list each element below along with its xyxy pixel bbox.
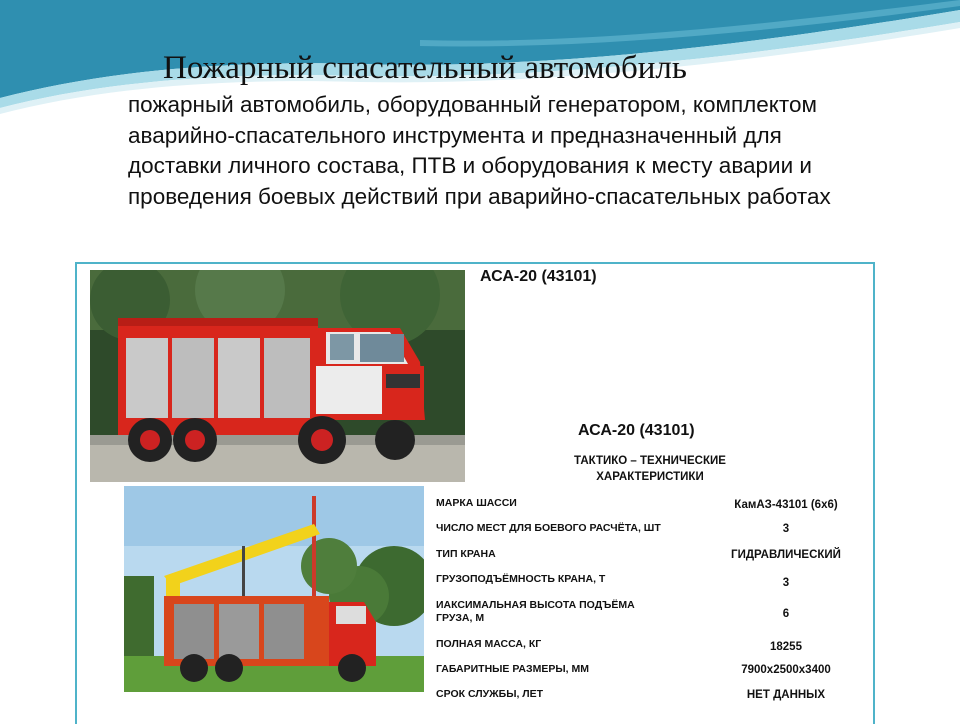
- spec-label: ГАБАРИТНЫЕ РАЗМЕРЫ, ММ: [436, 663, 589, 675]
- spec-value: НЕТ ДАННЫХ: [746, 689, 826, 701]
- spec-heading: [540, 453, 760, 485]
- spec-label: ЧИСЛО МЕСТ ДЛЯ БОЕВОГО РАСЧЁТА, ШТ: [436, 522, 661, 534]
- spec-value: 3: [782, 577, 790, 589]
- spec-value: 6: [782, 608, 790, 620]
- spec-value: 7900х2500х3400: [741, 664, 831, 676]
- spec-row-crew-seats: [436, 522, 856, 548]
- spec-label: СРОК СЛУЖБЫ, ЛЕТ: [436, 688, 544, 700]
- spec-heading-line1: ТАКТИКО – ТЕХНИЧЕСКИЕ: [574, 455, 726, 467]
- spec-row-chassis: [436, 497, 856, 523]
- spec-value: КамАЗ-43101 (6х6): [734, 499, 838, 511]
- spec-heading-line2: ХАРАКТЕРИСТИКИ: [596, 471, 704, 483]
- spec-row-dimensions: [436, 663, 856, 689]
- crane-truck-photo: [124, 486, 424, 692]
- spec-row-max-lift-height: [436, 599, 856, 629]
- slide-title: Пожарный спасательный автомобиль: [163, 50, 687, 86]
- spec-value: 3: [782, 523, 790, 535]
- spec-value: ГИДРАВЛИЧЕСКИЙ: [731, 549, 841, 561]
- spec-label: ТИП КРАНА: [436, 548, 496, 560]
- vehicle-model-subtitle: АСА-20 (43101): [578, 422, 695, 439]
- rescue-truck-photo: [90, 270, 465, 482]
- spec-row-crane-capacity: [436, 573, 856, 599]
- spec-value: 18255: [770, 641, 802, 653]
- spec-label: ПОЛНАЯ МАССА, КГ: [436, 638, 542, 650]
- spec-row-crane-type: [436, 548, 856, 574]
- vehicle-model-title: АСА-20 (43101): [480, 268, 597, 285]
- spec-label: ИАКСИМАЛЬНАЯ ВЫСОТА ПОДЪЁМА ГРУЗА, М: [436, 599, 635, 624]
- slide-description: пожарный автомобиль, оборудованный генератором, комплектом аварийно-спасательного инструмента и предназначенный для доставки личного состава, ПТВ и оборудования к месту аварии и проведения боевых действий при аварийно-спасательных работах: [128, 92, 831, 209]
- spec-label: ГРУЗОПОДЪЁМНОСТЬ КРАНА, Т: [436, 573, 606, 585]
- spec-row-gross-mass: [436, 638, 856, 664]
- spec-label: МАРКА ШАССИ: [436, 497, 517, 509]
- spec-row-service-life: [436, 688, 856, 714]
